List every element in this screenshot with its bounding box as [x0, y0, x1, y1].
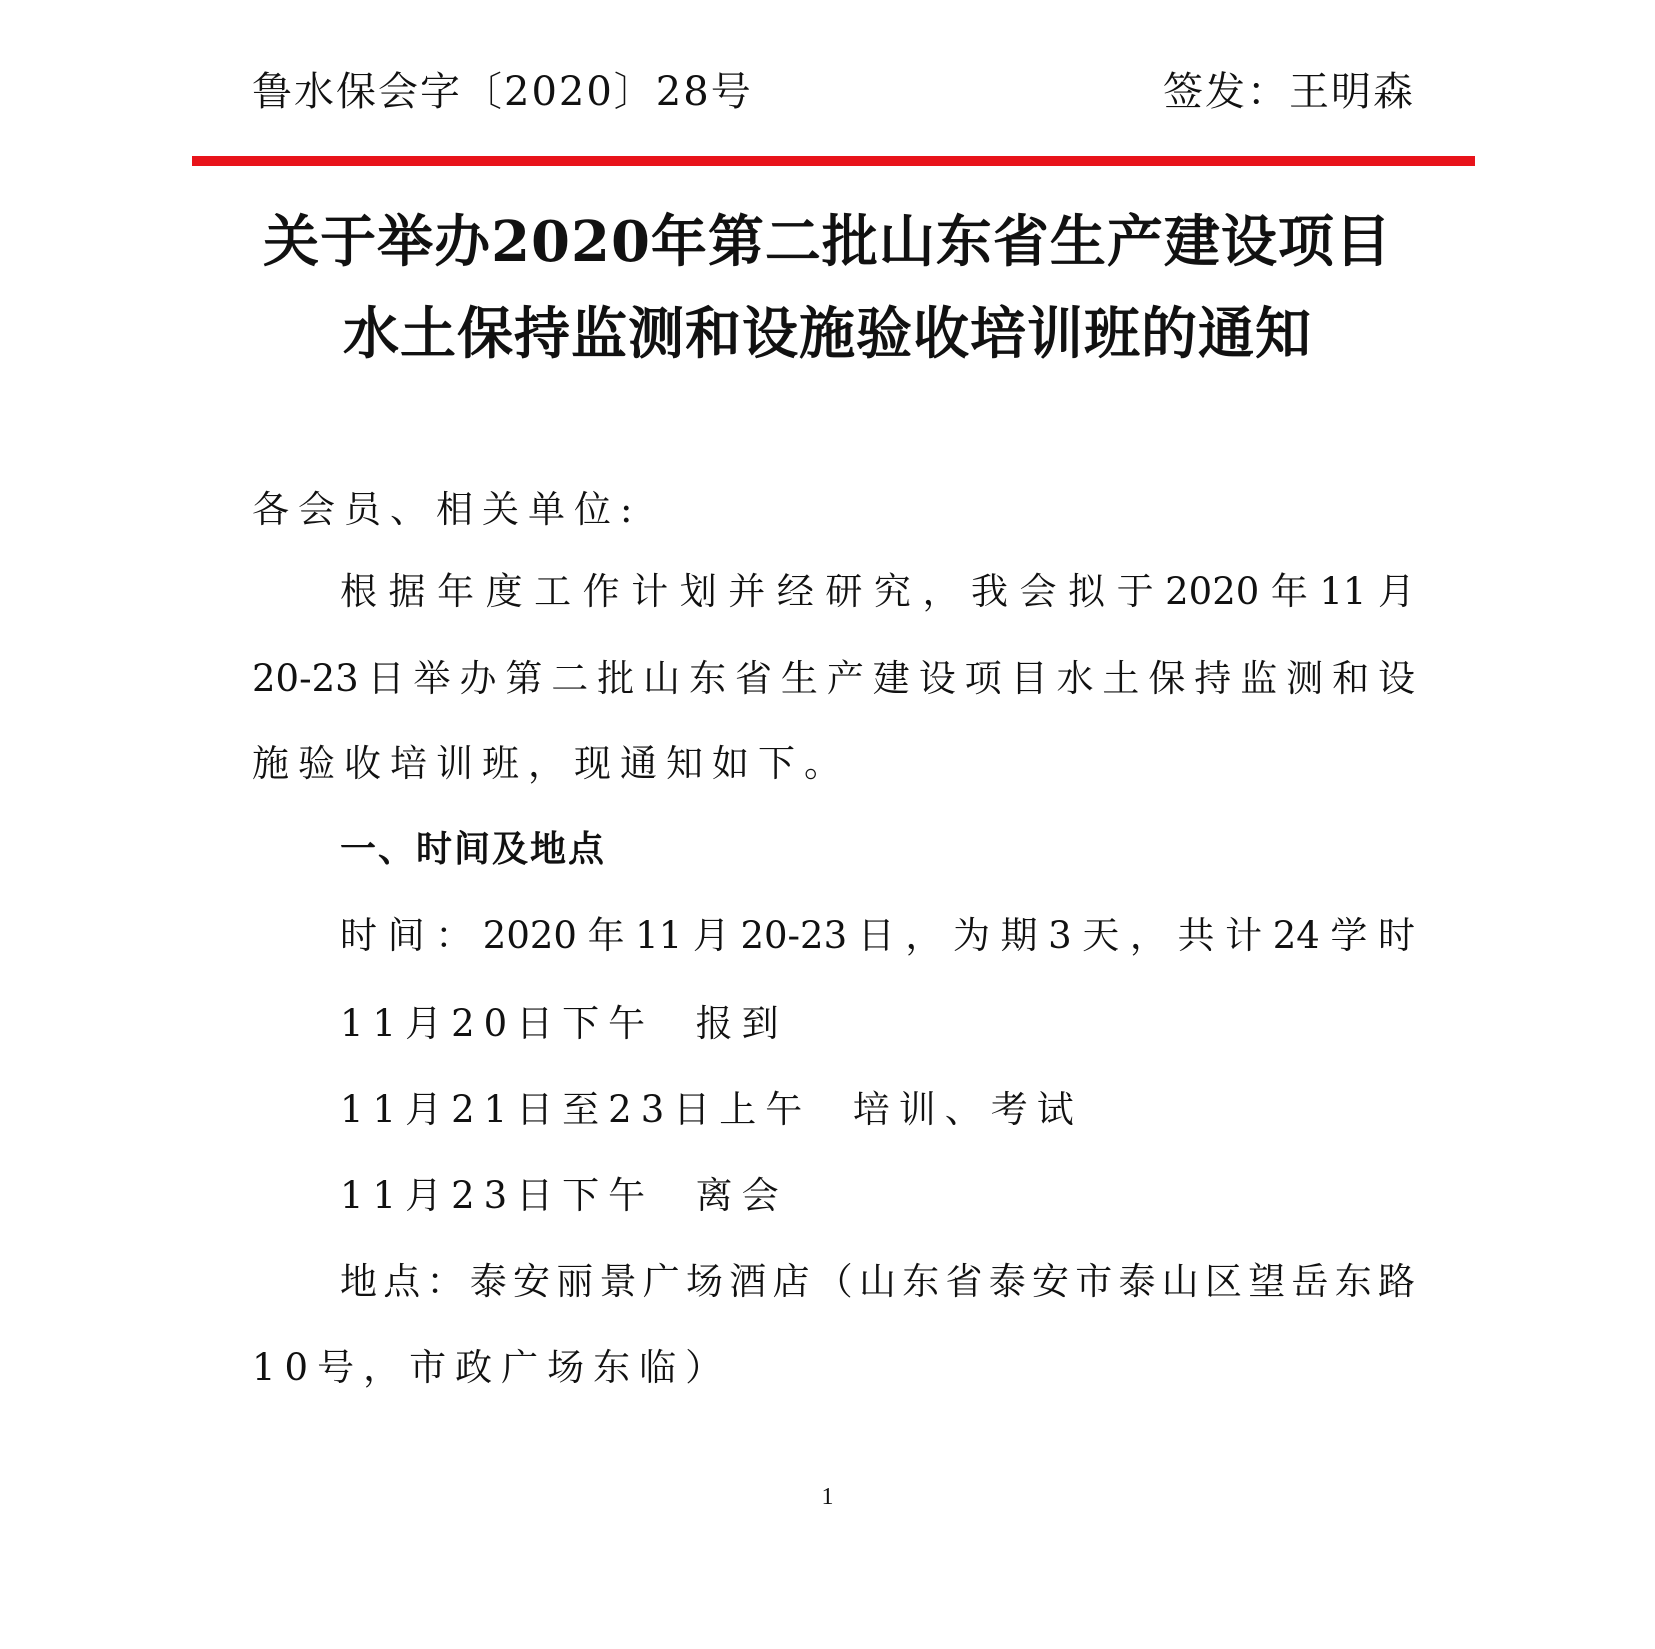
signer: 签发：王明森	[1163, 68, 1415, 115]
intro-line-1: 根据年度工作计划并经研究，我会拟于2020年11月	[340, 570, 1415, 613]
section-heading-time-location: 一、时间及地点	[340, 829, 607, 870]
salutation: 各会员、相关单位:	[252, 488, 642, 531]
page-number: 1	[821, 1484, 834, 1510]
document-number: 鲁水保会字〔2020〕28号	[252, 68, 753, 115]
intro-line-3: 施验收培训班，现通知如下。	[252, 742, 850, 785]
schedule-item: 11月20日下午 报到	[340, 1002, 788, 1045]
schedule-item: 11月21日至23日上午 培训、考试	[340, 1088, 1083, 1131]
location-line-2: 10号，市政广场东临）	[252, 1346, 732, 1389]
title-line-2: 水土保持监测和设施验收培训班的通知	[343, 301, 1312, 367]
schedule-item: 11月23日下午 离会	[340, 1174, 788, 1217]
time-line: 时间：2020年11月20-23日，为期3天，共计24学时	[340, 914, 1415, 957]
document-header	[252, 58, 1415, 118]
red-header-rule	[192, 156, 1475, 166]
title-line-1: 关于举办2020年第二批山东省生产建设项目	[263, 209, 1392, 275]
location-line-1: 地点：泰安丽景广场酒店（山东省泰安市泰山区望岳东路	[340, 1260, 1415, 1303]
intro-line-2: 20-23日举办第二批山东省生产建设项目水土保持监测和设	[252, 657, 1415, 700]
